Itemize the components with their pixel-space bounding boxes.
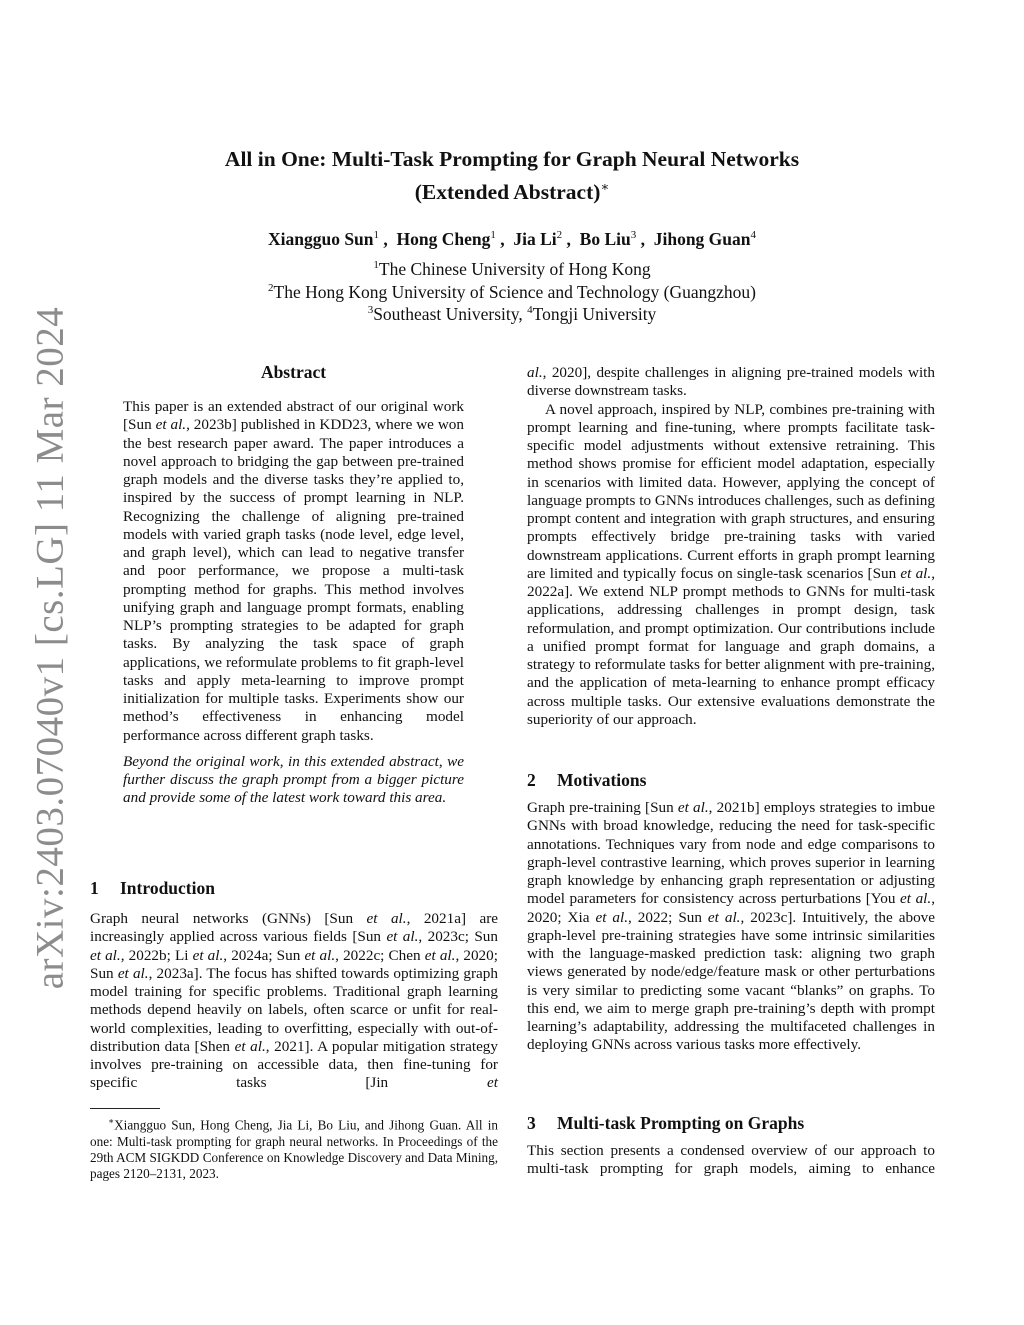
author-list: Xiangguo Sun$^1$ , Hong Cheng$^1$ , Jia Li$^2$ , Bo Liu$^3$ , Jihong Guan$^4$ [267,228,757,249]
introduction-paragraph-2 [527,401,935,730]
introduction-paragraph-1-continued [527,364,935,401]
text-run: Graph neural networks (GNNs) [Sun [90,910,367,927]
et-al: et al. [192,946,224,964]
abstract-heading: Abstract [260,362,327,382]
abstract-paragraph [123,398,464,745]
text-run: , 2022; Sun [628,908,708,926]
paper-title [140,146,884,206]
text-run: , 2022a]. We extend NLP prompt methods to GNNs for multi-task applications, addressing challenges in prompt design, task reformulation, and prompt optimization. Our contributions include a unified prompt format for language and graph domains, a strategy to reformulate tasks for better alignment with pre-training, and the application of meta-learning to enhance prompt efficacy across multiple tasks. Our extensive evaluations demonstrate the superiority of our approach. [527,564,935,728]
affiliation-mark: 4 [527,304,533,316]
text-run: , 2021b] employs strategies to imbue GNNs with broad knowledge, reducing the need for task-specific annotations. Techniques vary from node and edge comparisons to graph-level contrastive learning, which proves superior in learning graph knowledge by enhancing graph representation or adjusting model parameters for consistency across perturbations [You [527,799,935,908]
section-3-heading [527,1112,804,1134]
text-run: , 2022c; Chen [335,946,425,964]
section-2-heading [527,769,646,791]
introduction-paragraph-1 [90,910,498,1093]
text-run: , 2023c; Sun [418,928,498,946]
text-run: , 2021a] are increasingly applied across various fields [Sun [90,910,498,946]
author-affiliation-mark: 1 [373,229,380,241]
text-run: , 2020; Sun [90,946,498,982]
et-al: et al. [117,964,149,982]
title-footnote-mark: ∗ [600,179,610,194]
et-al: et al. [677,799,709,816]
et-al: et al. [386,928,419,946]
text-run: A novel approach, inspired by NLP, combines pre-training with prompt learning and fine-tuning, where prompts facilitate task-specific model adjustments without extensive retraining. This method shows promise for efficient model adaptation, especially in scenarios with limited data. However, applying the concept of language prompts to GNNs introduces challenges, such as defining prompt content and integration with graph structures, and ensuring prompts effectively bridge pre-training tasks with varied downstream applications. Current efforts in graph prompt learning are limited and typically focus on single-task scenarios [Sun [527,400,935,582]
footnote-mark: ∗ [108,1116,115,1126]
arxiv-stamp: arXiv:2403.07040v1 [cs.LG] 11 Mar 2024 [28,306,72,990]
author: Hong Cheng [396,228,491,249]
text-run: This section presents a condensed overview of our approach to multi-task prompting for graph models, aiming to enhance [527,1142,935,1178]
text-run: , 2022b; Li [120,946,193,964]
affiliation-text: Southeast University, [373,303,528,324]
text-run: This paper is an extended abstract of our original work [Sun [123,398,464,434]
text-run: , 2020; Xia [527,890,935,926]
abstract-body [123,398,464,808]
section-title: Multi-task Prompting on Graphs [557,1113,805,1133]
author: Jia Li [513,228,557,249]
text-run: , 2023c]. Intuitively, the above graph-level pre-training strategies have some intrinsic similarities with the language-masked prediction task: aligning two graph views generated by node/edge/feature mask or other perturbations is very similar to predicting some vacant “blanks” on graphs. To this end, we aim to merge graph pre-training’s depth with prompt learning’s adaptability, addressing the multifaceted challenges in deploying GNNs across various tasks more effectively. [527,908,935,1054]
author-affiliation-mark: 2 [556,229,563,241]
section-3-paragraph [527,1142,935,1179]
footnote-rule [90,1108,160,1109]
text-run: , 2021]. A popular mitigation strategy involves pre-training on accessible data, then fine-tuning for specific tasks [Jin [90,1037,498,1092]
author-affiliation-mark: 3 [630,229,637,241]
et-al: et al. [234,1037,266,1055]
footnote [90,1113,498,1182]
section-title: Motivations [557,770,647,790]
text-run: , 2023a]. The focus has shifted towards optimizing graph model training for specific problems. Traditional graph learning methods depend heavily on labels, often scarce or unfit for real-world complexities, leading to overfitting, especially with out-of-distribution data [Shen [90,964,498,1055]
affiliation-mark: 1 [373,259,379,271]
author: Jihong Guan [653,228,751,249]
author-affiliation-mark: 1 [490,229,496,241]
title-line-2: (Extended Abstract) [414,180,601,205]
et-al: et [487,1074,498,1092]
text-run: , 2024a; Sun [223,946,305,964]
footnote-text: Xiangguo Sun, Hong Cheng, Jia Li, Bo Liu, and Jihong Guan. All in one: Multi-task prompting for graph neural networks. In Proceedings of the 29th ACM SIGKDD Conference on Knowledge Discovery and Data Mining, pages 2120–2131, 2023. [90,1117,498,1181]
et-al: et al. [595,908,628,926]
affiliation-1 [140,254,884,280]
section-title: Introduction [120,878,215,898]
affiliation-mark: 2 [268,282,274,294]
affiliation-text: The Hong Kong University of Science and Technology (Guangzhou) [273,281,756,302]
et-al: et al. [155,416,187,434]
section-number: 3 [527,1113,536,1133]
et-al: et al. [707,908,741,926]
et-al: et al. [366,910,407,927]
abstract-extended-note: Beyond the original work, in this extended abstract, we further discuss the graph prompt from a bigger picture and provide some of the latest work toward this area. [123,752,464,807]
affiliation-mark: 3 [367,304,374,316]
section-1-heading [90,877,215,899]
et-al: et al. [900,890,932,908]
author-affiliation-mark: 4 [750,229,757,241]
author: Xiangguo Sun [267,228,374,249]
title-line-1: All in One: Multi-Task Prompting for Graph Neural Networks [224,147,800,171]
affiliation-3-4 [140,299,884,325]
section-number: 1 [90,878,99,898]
introduction-continued [527,364,935,729]
et-al: et al. [90,946,121,964]
section-number: 2 [527,770,536,790]
et-al: al. [527,364,543,381]
et-al: et al. [304,946,336,964]
author: Bo Liu [579,228,631,249]
motivations-paragraph [527,799,935,1055]
et-al: et al. [900,564,932,582]
text-run: , 2020], despite challenges in aligning pre-trained models with diverse downstream tasks. [527,364,935,400]
text-run: , 2023b] published in KDD23, where we won the best research paper award. The paper introduces a novel approach to bridging the gap between pre-trained graph models and the diverse tasks they’re applied to, inspired by the success of prompt learning in NLP. Recognizing the challenge of aligning pre-trained models with varied graph tasks (node level, edge level, and graph level), which can lead to negative transfer and poor performance, we propose a multi-task prompting method for graphs. This method involves unifying graph and language prompt formats, enabling NLP’s prompting strategies to be adapted for graph tasks. By analyzing the task space of graph applications, we reformulate problems to fit graph-level tasks and apply meta-learning to improve prompt initialization for multiple tasks. Experiments show our method’s effectiveness in enhancing model performance across different graph tasks. [123,416,464,744]
affiliation-text: Tongji University [532,303,657,324]
text-run: Graph pre-training [Sun [527,799,678,816]
affiliation-text: The Chinese University of Hong Kong [378,258,651,279]
et-al: et al. [424,946,456,964]
